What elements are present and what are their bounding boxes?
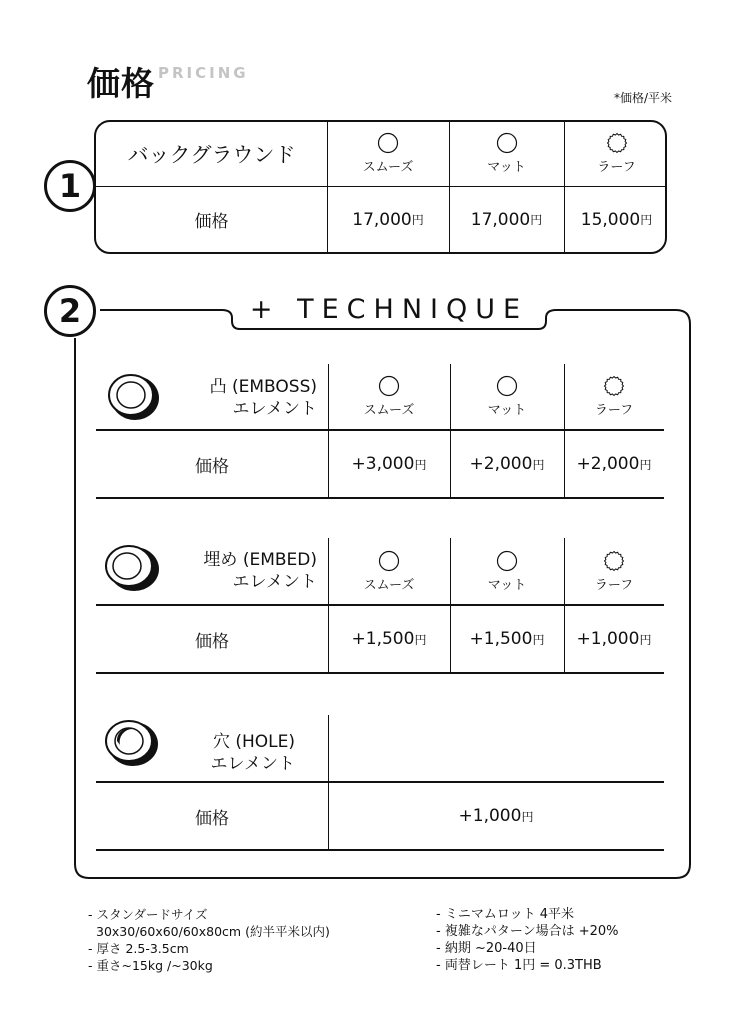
option-label: スムーズ: [363, 578, 415, 593]
emboss-disc-icon: [106, 371, 162, 423]
price-smooth: +3,000 円: [351, 454, 427, 474]
price-smooth: +1,500 円: [351, 629, 427, 649]
rough-circle-icon: [603, 550, 625, 572]
note-line: - 複雑なパターン場合は +20%: [436, 924, 619, 939]
option-matte: [450, 550, 564, 593]
option-smooth: [327, 132, 449, 175]
note-line: - ミニマムロット 4平米: [436, 907, 574, 922]
rough-circle-icon: [606, 132, 628, 154]
smooth-circle-icon: [377, 132, 399, 154]
price-smooth: 17,000 円: [352, 209, 424, 230]
option-label: ラーフ: [594, 403, 634, 418]
price-hole: +1,000 円: [458, 806, 534, 826]
option-label: ラーフ: [597, 160, 636, 175]
smooth-circle-icon: [378, 550, 400, 572]
price-matte: +2,000 円: [469, 454, 545, 474]
price-rough: +1,000 円: [576, 629, 652, 649]
note-line: - スタンダードサイズ: [88, 907, 208, 922]
option-label: ラーフ: [594, 578, 634, 593]
note-line: - 厚さ 2.5-3.5cm: [88, 941, 189, 956]
matte-circle-icon: [496, 132, 518, 154]
option-label: マット: [487, 160, 526, 175]
price-label: 価格: [195, 631, 229, 652]
price-rough: +2,000 円: [576, 454, 652, 474]
price-matte: +1,500 円: [469, 629, 545, 649]
background-row-label: バックグラウンド: [127, 143, 296, 167]
hole-disc-icon: [103, 717, 161, 769]
technique-title: + TECHNIQUE: [249, 293, 529, 325]
background-price-table: [94, 120, 667, 254]
embed-element-name: 埋め (EMBED) エレメント: [203, 550, 317, 592]
option-label: マット: [487, 403, 527, 418]
option-label: スムーズ: [363, 403, 415, 418]
section-number-1: 1: [44, 160, 96, 212]
note-line: - 両替レート 1円 = 0.3THB: [436, 958, 602, 973]
smooth-circle-icon: [378, 375, 400, 397]
page-subtitle: PRICING: [158, 64, 249, 82]
embed-disc-icon: [103, 542, 161, 594]
option-label: マット: [487, 578, 527, 593]
note-line: - 重さ~15kg /~30kg: [88, 958, 213, 973]
unit-note: *価格/平米: [614, 91, 673, 105]
option-smooth: [328, 375, 450, 418]
option-rough: [564, 550, 664, 593]
option-rough: [564, 132, 667, 175]
notes-right: [436, 906, 618, 974]
page-title: 価格: [87, 64, 155, 103]
matte-circle-icon: [496, 375, 518, 397]
emboss-element-name: 凸 (EMBOSS) エレメント: [209, 377, 317, 419]
section-number-2: 2: [44, 285, 96, 337]
price-label: 価格: [195, 456, 229, 477]
row-divider: [96, 497, 664, 499]
option-rough: [564, 375, 664, 418]
price-matte: 17,000 円: [470, 209, 543, 230]
matte-circle-icon: [496, 550, 518, 572]
hole-element-name: 穴 (HOLE) エレメント: [210, 732, 295, 774]
row-divider: [96, 672, 664, 674]
notes-left: [88, 906, 330, 974]
rough-circle-icon: [603, 375, 625, 397]
option-matte: [450, 375, 564, 418]
note-line: - 納期 ~20-40日: [436, 941, 537, 956]
note-line: 30x30/60x60/60x80cm (約半平米以内): [96, 924, 330, 939]
row-divider: [96, 849, 664, 851]
option-smooth: [328, 550, 450, 593]
option-label: スムーズ: [362, 160, 414, 175]
price-label: 価格: [195, 808, 229, 829]
option-matte: [449, 132, 564, 175]
price-rough: 15,000 円: [580, 209, 653, 230]
price-label: 価格: [194, 212, 229, 232]
